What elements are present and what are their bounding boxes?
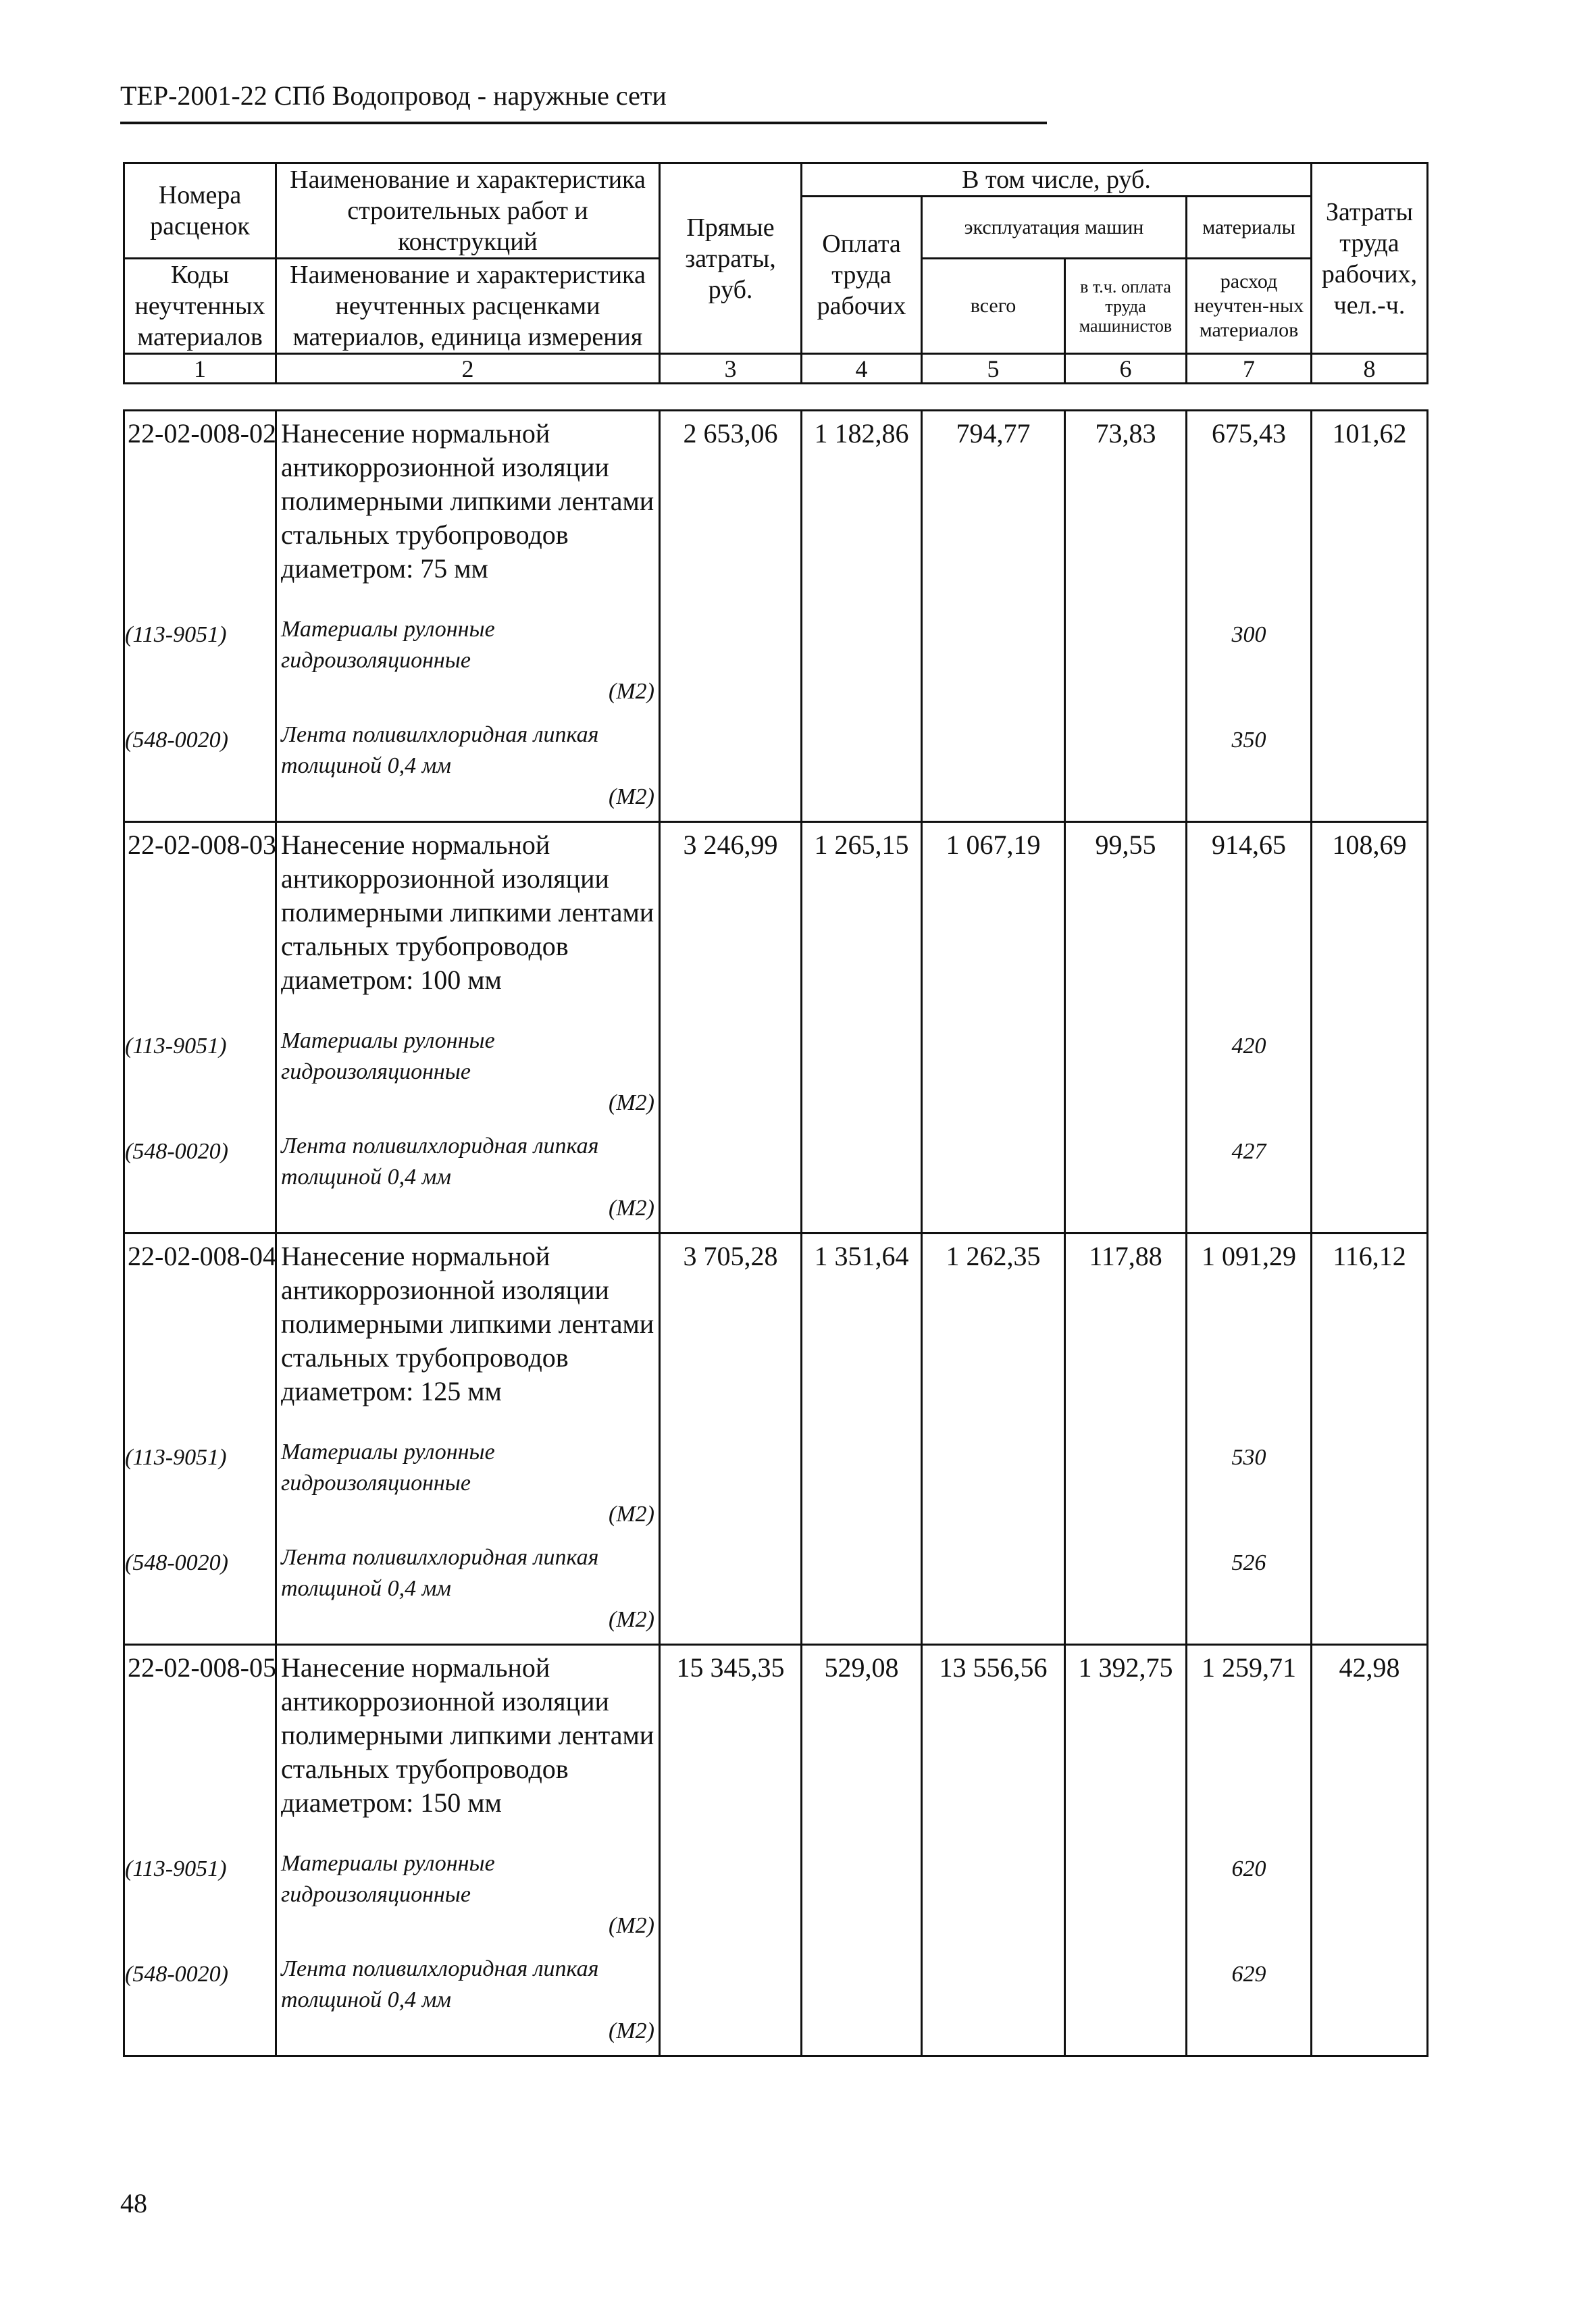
- material-qty: 350: [1231, 728, 1266, 753]
- machinists-pay-cell: [1065, 822, 1187, 1234]
- table-header: [123, 162, 1428, 384]
- direct-costs-value: 3 705,28: [683, 1241, 778, 1271]
- material-name: Лента поливилхлоридная липкая толщиной 0,4 мм: [281, 722, 599, 778]
- machinists-pay-cell: [1065, 1645, 1187, 2056]
- material-code: (113-9051): [125, 1856, 227, 1881]
- rate-name-cell: [276, 822, 660, 1234]
- labor-hours-value: 42,98: [1339, 1652, 1400, 1683]
- header-group-including: В том числе, руб.: [802, 163, 1312, 197]
- labor-pay-cell: [802, 822, 922, 1234]
- material-code: (548-0020): [125, 1550, 228, 1575]
- rate-code-cell: [124, 1645, 276, 2056]
- rate-code: 22-02-008-05: [128, 1652, 276, 1683]
- table-row: [124, 1645, 1428, 2056]
- material-unit: (М2): [609, 784, 654, 809]
- materials-value: 1 259,71: [1202, 1652, 1296, 1683]
- machines-total-value: 794,77: [956, 418, 1031, 449]
- table-row: [124, 822, 1428, 1234]
- machinists-pay-cell: [1065, 411, 1187, 822]
- machinists-pay-value: 1 392,75: [1078, 1652, 1173, 1683]
- labor-hours-value: 116,12: [1333, 1241, 1406, 1271]
- rate-name: Нанесение нормальной антикоррозионной изоляции полимерными липкими лентами стальных трубопроводов диаметром: 150 мм: [281, 1652, 654, 1818]
- rate-name-cell: [276, 411, 660, 822]
- direct-costs-cell: [660, 1234, 802, 1645]
- material-unit: (М2): [609, 1196, 654, 1221]
- header-col1-bottom: Коды неучтенных материалов: [124, 259, 276, 354]
- header-col4: Оплата труда рабочих: [802, 197, 922, 354]
- header-num-1: 1: [124, 354, 276, 384]
- machinists-pay-value: 73,83: [1095, 418, 1156, 449]
- machines-total-value: 1 262,35: [946, 1241, 1041, 1271]
- direct-costs-value: 15 345,35: [676, 1652, 785, 1683]
- header-group-materials: материалы: [1187, 197, 1312, 259]
- direct-costs-value: 2 653,06: [683, 418, 778, 449]
- machinists-pay-value: 99,55: [1095, 830, 1156, 860]
- material-name: Материалы рулонные гидроизоляционные: [281, 617, 495, 673]
- material-qty: 420: [1231, 1034, 1266, 1059]
- labor-hours-value: 108,69: [1332, 830, 1407, 860]
- rate-code: 22-02-008-02: [128, 418, 276, 449]
- materials-cell: [1187, 1234, 1312, 1645]
- rate-name: Нанесение нормальной антикоррозионной изоляции полимерными липкими лентами стальных трубопроводов диаметром: 75 мм: [281, 418, 654, 584]
- machines-total-value: 13 556,56: [939, 1652, 1048, 1683]
- material-qty: 526: [1231, 1550, 1266, 1575]
- header-col2-bottom: Наименование и характеристика неучтенных расценками материалов, единица измерения: [276, 259, 660, 354]
- header-col8: Затраты труда рабочих, чел.-ч.: [1312, 163, 1428, 354]
- material-name: Материалы рулонные гидроизоляционные: [281, 1028, 495, 1084]
- machines-total-cell: [922, 1234, 1065, 1645]
- materials-value: 1 091,29: [1202, 1241, 1296, 1271]
- material-name: Лента поливилхлоридная липкая толщиной 0,4 мм: [281, 1956, 599, 2012]
- rate-name-cell: [276, 1645, 660, 2056]
- rate-name: Нанесение нормальной антикоррозионной изоляции полимерными липкими лентами стальных трубопроводов диаметром: 100 мм: [281, 830, 654, 995]
- rate-code-cell: [124, 411, 276, 822]
- material-name: Лента поливилхлоридная липкая толщиной 0,4 мм: [281, 1545, 599, 1601]
- material-code: (548-0020): [125, 728, 228, 753]
- labor-hours-cell: [1312, 411, 1428, 822]
- material-code: (113-9051): [125, 622, 227, 647]
- labor-hours-cell: [1312, 1234, 1428, 1645]
- rates-table: [123, 409, 1428, 2057]
- material-name: Лента поливилхлоридная липкая толщиной 0,4 мм: [281, 1134, 599, 1190]
- header-col2-top: Наименование и характеристика строительных работ и конструкций: [276, 163, 660, 259]
- material-qty: 530: [1231, 1445, 1266, 1470]
- machinists-pay-value: 117,88: [1089, 1241, 1162, 1271]
- materials-cell: [1187, 411, 1312, 822]
- machines-total-cell: [922, 1645, 1065, 2056]
- material-code: (548-0020): [125, 1962, 228, 1987]
- document-title: ТЕР-2001-22 СПб Водопровод - наружные сети: [120, 80, 667, 111]
- table-row: [124, 1234, 1428, 1645]
- header-col6: в т.ч. оплата труда машинистов: [1065, 259, 1187, 354]
- materials-value: 914,65: [1212, 830, 1286, 860]
- labor-pay-cell: [802, 411, 922, 822]
- direct-costs-cell: [660, 822, 802, 1234]
- labor-pay-value: 1 182,86: [814, 418, 909, 449]
- header-num-2: 2: [276, 354, 660, 384]
- title-rule: [120, 122, 1047, 124]
- material-qty: 300: [1231, 622, 1266, 647]
- material-unit: (М2): [609, 1607, 654, 1632]
- machines-total-cell: [922, 411, 1065, 822]
- material-qty: 620: [1231, 1856, 1266, 1881]
- rate-code: 22-02-008-03: [128, 830, 276, 860]
- machines-total-cell: [922, 822, 1065, 1234]
- materials-value: 675,43: [1212, 418, 1286, 449]
- table-row: [124, 411, 1428, 822]
- direct-costs-cell: [660, 411, 802, 822]
- header-col1-top: Номера расценок: [124, 163, 276, 259]
- materials-cell: [1187, 822, 1312, 1234]
- rate-name-cell: [276, 1234, 660, 1645]
- header-num-4: 4: [802, 354, 922, 384]
- material-name: Материалы рулонные гидроизоляционные: [281, 1440, 495, 1496]
- rate-code-cell: [124, 1234, 276, 1645]
- material-qty: 427: [1231, 1139, 1266, 1164]
- labor-pay-value: 1 265,15: [814, 830, 909, 860]
- labor-hours-cell: [1312, 822, 1428, 1234]
- header-num-8: 8: [1312, 354, 1428, 384]
- material-code: (113-9051): [125, 1034, 227, 1059]
- material-unit: (М2): [609, 1502, 654, 1527]
- machinists-pay-cell: [1065, 1234, 1187, 1645]
- header-num-6: 6: [1065, 354, 1187, 384]
- header-num-5: 5: [922, 354, 1065, 384]
- direct-costs-value: 3 246,99: [683, 830, 778, 860]
- header-group-machines: эксплуатация машин: [922, 197, 1187, 259]
- header-col3: Прямые затраты, руб.: [660, 163, 802, 354]
- material-code: (113-9051): [125, 1445, 227, 1470]
- material-unit: (М2): [609, 1913, 654, 1938]
- labor-hours-value: 101,62: [1332, 418, 1407, 449]
- header-num-3: 3: [660, 354, 802, 384]
- labor-pay-cell: [802, 1234, 922, 1645]
- material-name: Материалы рулонные гидроизоляционные: [281, 1851, 495, 1907]
- labor-pay-cell: [802, 1645, 922, 2056]
- rate-code: 22-02-008-04: [128, 1241, 276, 1271]
- page-number: 48: [120, 2188, 147, 2218]
- material-unit: (М2): [609, 679, 654, 704]
- materials-cell: [1187, 1645, 1312, 2056]
- rate-code-cell: [124, 822, 276, 1234]
- material-code: (548-0020): [125, 1139, 228, 1164]
- labor-pay-value: 1 351,64: [814, 1241, 909, 1271]
- machines-total-value: 1 067,19: [946, 830, 1041, 860]
- direct-costs-cell: [660, 1645, 802, 2056]
- material-unit: (М2): [609, 2018, 654, 2043]
- header-col7: расход неучтен-ных материалов: [1187, 259, 1312, 354]
- labor-pay-value: 529,08: [824, 1652, 899, 1683]
- material-unit: (М2): [609, 1090, 654, 1115]
- labor-hours-cell: [1312, 1645, 1428, 2056]
- header-num-7: 7: [1187, 354, 1312, 384]
- rate-name: Нанесение нормальной антикоррозионной изоляции полимерными липкими лентами стальных трубопроводов диаметром: 125 мм: [281, 1241, 654, 1406]
- header-col5: всего: [922, 259, 1065, 354]
- material-qty: 629: [1231, 1962, 1266, 1987]
